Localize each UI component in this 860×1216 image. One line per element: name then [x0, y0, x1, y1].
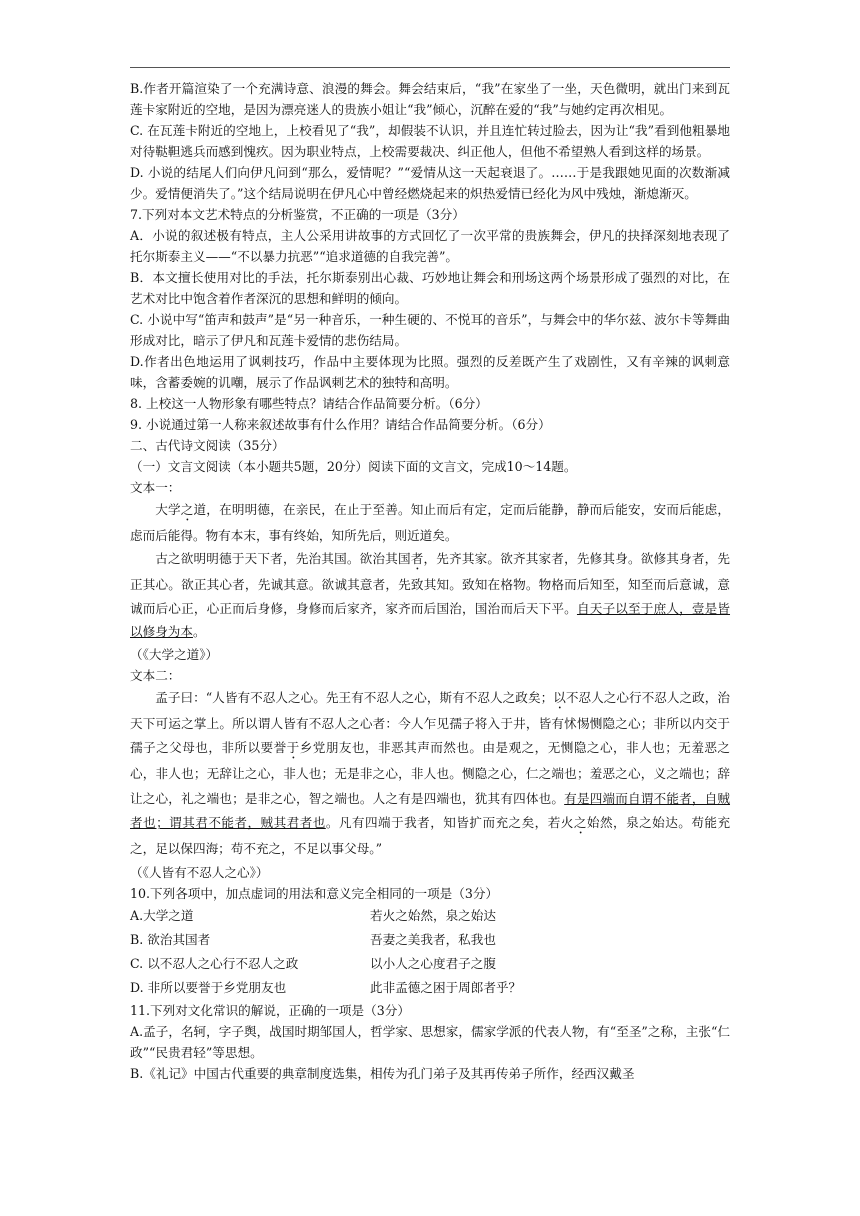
q10-options [130, 904, 730, 1000]
q10-option-d: D. 非所以要誉于乡党朋友也 此非孟德之困于周郎者乎？ [130, 979, 522, 995]
q10-stem: 10.下列各项中，加点虚词的用法和意义完全相同的一项是（3分） [130, 885, 499, 901]
text1-source: （《大学之道》） [130, 646, 219, 662]
q6-option-d: D. 小说的结尾人们向伊凡问到“那么，爱情呢？”“爱情从这一天起衰退了。……于是我跟她见面的次数渐减少。爱情便消失了。”这个结局说明在伊凡心中曾经燃烧起来的炽热爱情已经化为风中残烛，渐熄渐灭。 [130, 165, 730, 201]
q7-option-c: C. 小说中写“笛声和鼓声”是“另一种音乐，一种生硬的、不悦耳的音乐”，与舞会中的华尔兹、波尔卡等舞曲形成对比，暗示了伊凡和瓦莲卡爱情的悲伤结局。 [130, 312, 730, 348]
q8-question: 8. 上校这一人物形象有哪些特点？请结合作品简要分析。（6分） [130, 396, 488, 411]
q7-stem: 7.下列对本文艺术特点的分析鉴赏，不正确的一项是（3分） [130, 207, 465, 222]
q6-option-b: B.作者开篇渲染了一个充满诗意、浪漫的舞会。舞会结束后，“我”在家坐了一坐，天色微明，就出门来到瓦莲卡家附近的空地，是因为漂亮迷人的贵族小姐让“我”倾心，沉醉在爱的“我”与她约定再次相见。 [130, 81, 730, 117]
text2-source: （《人皆有不忍人之心》） [130, 864, 269, 880]
q10-option-b: B. 欲治其国者 吾妻之美我者，私我也 [130, 931, 496, 947]
text2-label: 文本二： [130, 667, 181, 683]
q7-option-b: B．本文擅长使用对比的手法，托尔斯泰别出心裁、巧妙地让舞会和刑场这两个场景形成了强烈的对比，在艺术对比中饱含着作者深沉的思想和鲜明的倾向。 [130, 270, 730, 306]
text1-paragraph-2: 古之欲明明德于天下者，先治其国。欲治其国者，先齐其家。欲齐其家者，先修其身。欲修其身者，先正其心。欲正其心者，先诚其意。欲诚其意者，先致其知。致知在格物。物格而后知至，知至而后意诚，意诚而后心正，心正而后身修，身修而后家齐，家齐而后国治，国治而后天下平。自天子以至于庶人，壹是皆以修身为本。 [130, 551, 731, 639]
underlined-sentence: 有是四端而自谓不能者，自贼者也；谓其君不能者，贼其君者也 [130, 790, 731, 830]
q10-option-a: A.大学之道 若火之始然，泉之始达 [130, 907, 496, 923]
q9-question: 9. 小说通过第一人称来叙述故事有什么作用？请结合作品简要分析。（6分） [130, 417, 551, 432]
q11-stem: 11.下列对文化常识的解说，正确的一项是（3分） [130, 1002, 410, 1018]
document-page [130, 78, 730, 1084]
q11-option-b: B.《礼记》中国古代重要的典章制度选集，相传为孔门弟子及其再传弟子所作，经西汉戴圣 [130, 1065, 635, 1081]
q10-option-c: C. 以不忍人之心行不忍人之政 以小人之心度君子之腹 [130, 955, 496, 971]
text1-label: 文本一： [130, 480, 181, 495]
underlined-sentence: 自天子以至于庶人，壹是皆以修身为本 [130, 600, 731, 639]
header-rule [130, 67, 730, 68]
section-2-heading: 二、古代诗文阅读（35分） [130, 438, 285, 453]
q6-option-c: C. 在瓦莲卡附近的空地上，上校看见了“我”，却假装不认识，并且连忙转过脸去，因为让“我”看到他粗暴地对待鞑靼逃兵而感到愧疚。因为职业特点，上校需要裁决、纠正他人，但他不希望熟人看到这样的场景。 [130, 123, 730, 159]
text1-paragraph-1: 大学之道，在明明德，在亲民，在止于至善。知止而后有定，定而后能静，静而后能安，安而后能虑，虑而后能得。物有本末，事有终始，知所先后，则近道矣。 [130, 502, 731, 543]
q7-option-d: D.作者出色地运用了讽刺技巧，作品中主要体现为比照。强烈的反差既产生了戏剧性，又有辛辣的讽刺意味，含蓄委婉的讥嘲，展示了作品讽刺艺术的独特和高明。 [130, 354, 730, 390]
subsection-1-heading: （一）文言文阅读（本小题共5题，20分）阅读下面的文言文，完成10～14题。 [130, 459, 577, 474]
q7-option-a: A．小说的叙述极有特点，主人公采用讲故事的方式回忆了一次平常的贵族舞会，伊凡的抉择深刻地表现了托尔斯泰主义——“不以暴力抗恶”“追求道德的自我完善”。 [130, 228, 730, 264]
q11-option-a: A.孟子，名轲，字子舆，战国时期邹国人，哲学家、思想家，儒家学派的代表人物，有“至圣”之称，主张“仁政”“民贵君轻”等思想。 [130, 1023, 730, 1060]
text2-paragraph: 孟子曰：“人皆有不忍人之心。先王有不忍人之心，斯有不忍人之政矣；以不忍人之心行不忍人之政，治天下可运之掌上。所以谓人皆有不忍人之心者：今人乍见孺子将入于井，皆有怵惕恻隐之心；非所以内交于孺子之父母也，非所以要誉于乡党朋友也，非恶其声而然也。由是观之，无恻隐之心，非人也；无羞恶之心，非人也；无辞让之心，非人也；无是非之心，非人也。恻隐之心，仁之端也；羞恶之心，义之端也；辞让之心，礼之端也；是非之心，智之端也。人之有是四端也，犹其有四体也。有是四端而自谓不能者，自贼者也；谓其君不能者，贼其君者也。凡有四端于我者，知皆扩而充之矣，若火之始然，泉之始达。苟能充之，足以保四海；苟不充之，不足以事父母。” [130, 689, 731, 856]
